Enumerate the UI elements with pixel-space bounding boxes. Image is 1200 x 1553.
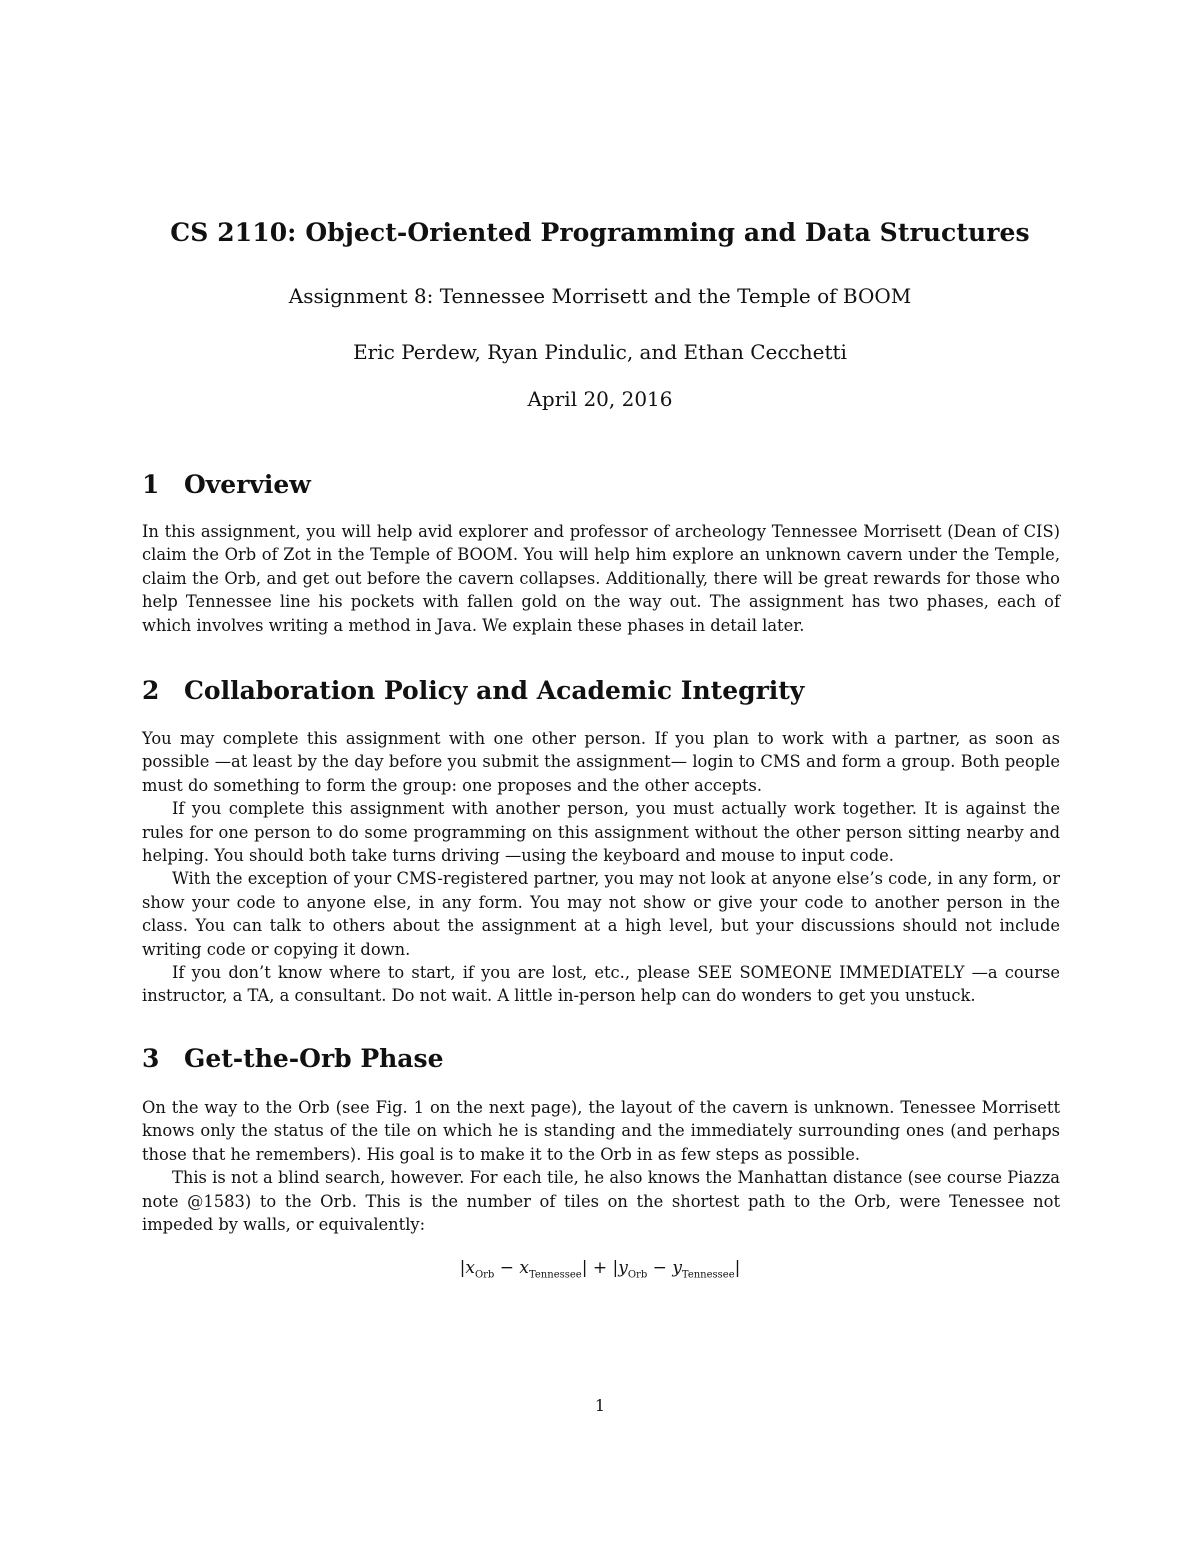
subscript-tennessee: Tennessee bbox=[681, 1269, 735, 1281]
date: April 20, 2016 bbox=[527, 387, 673, 411]
subscript-orb: Orb bbox=[627, 1269, 648, 1281]
section-number: 3 bbox=[142, 1044, 160, 1073]
section-body-get-the-orb bbox=[142, 1096, 1060, 1236]
paragraph: If you don’t know where to start, if you are lost, etc., please SEE SOMEONE IMMEDIATELY —a course instructor, a TA, a consultant. Do not wait. A little in-person help can do wonders to get you unstuck. bbox=[142, 963, 1060, 1006]
paragraph: With the exception of your CMS-registered partner, you may not look at anyone else’s code, in any form, or show your code to anyone else, in any form. You may not show or give your code to another person in the class. You can talk to others about the assignment at a high level, but your discussions should not include writing code or copying it down. bbox=[142, 869, 1060, 959]
abs-bar: | bbox=[612, 1258, 619, 1278]
section-number: 2 bbox=[142, 676, 160, 705]
section-body-collaboration bbox=[142, 727, 1060, 1008]
section-heading-get-the-orb bbox=[142, 1044, 443, 1073]
abs-bar: | bbox=[734, 1258, 741, 1278]
paragraph: You may complete this assignment with one other person. If you plan to work with a partner, as soon as possible —at least by the day before you submit the assignment— login to CMS and form a group. Both people must do something to form the group: one proposes and the other accepts. bbox=[142, 729, 1060, 795]
section-title: Collaboration Policy and Academic Integrity bbox=[184, 676, 805, 705]
section-body-overview bbox=[142, 520, 1060, 637]
paragraph: In this assignment, you will help avid explorer and professor of archeology Tennessee Morrisett (Dean of CIS) claim the Orb of Zot in the Temple of BOOM. You will help him explore an unknown cavern under the Temple, claim the Orb, and get out before the cavern collapses. Additionally, there will be great rewards for those who help Tennessee line his pockets with fallen gold on the way out. The assignment has two phases, each of which involves writing a method in Java. We explain these phases in detail later. bbox=[142, 522, 1060, 635]
assignment-subtitle: Assignment 8: Tennessee Morrisett and the Temple of BOOM bbox=[288, 284, 912, 308]
paragraph: If you complete this assignment with another person, you must actually work together. It is against the rules for one person to do some programming on this assignment without the other person sitting nearby and helping. You should both take turns driving —using the keyboard and mouse to input code. bbox=[142, 799, 1060, 866]
paragraph: On the way to the Orb (see Fig. 1 on the next page), the layout of the cavern is unknown. Tenessee Morrisett knows only the status of the tile on which he is standing and the immediately surrounding ones (and perhaps those that he remembers). His goal is to make it to the Orb in as few steps as possible. bbox=[142, 1098, 1060, 1164]
var-y: y bbox=[618, 1258, 628, 1278]
section-title: Overview bbox=[184, 470, 311, 499]
authors: Eric Perdew, Ryan Pindulic, and Ethan Cecchetti bbox=[353, 340, 847, 364]
var-x: x bbox=[519, 1258, 529, 1278]
section-heading-collaboration bbox=[142, 676, 804, 705]
abs-bar: | bbox=[581, 1258, 588, 1278]
var-y: y bbox=[672, 1258, 682, 1278]
minus-sign: − bbox=[499, 1258, 514, 1278]
section-heading-overview bbox=[142, 470, 311, 499]
section-title: Get-the-Orb Phase bbox=[184, 1044, 444, 1073]
subscript-orb: Orb bbox=[474, 1269, 495, 1281]
var-x: x bbox=[465, 1258, 475, 1278]
course-title: CS 2110: Object-Oriented Programming and Data Structures bbox=[170, 218, 1030, 247]
manhattan-distance-formula bbox=[0, 1258, 1200, 1280]
paragraph: This is not a blind search, however. For each tile, he also knows the Manhattan distance (see course Piazza note @1583) to the Orb. This is the number of tiles on the shortest path to the Orb, were Tenessee not impeded by walls, or equivalently: bbox=[142, 1168, 1060, 1235]
section-number: 1 bbox=[142, 470, 160, 499]
minus-sign: − bbox=[652, 1258, 667, 1278]
subscript-tennessee: Tennessee bbox=[529, 1269, 582, 1281]
page-number: 1 bbox=[594, 1396, 606, 1415]
abs-bar: | bbox=[459, 1258, 466, 1278]
plus-sign: + bbox=[592, 1258, 608, 1278]
